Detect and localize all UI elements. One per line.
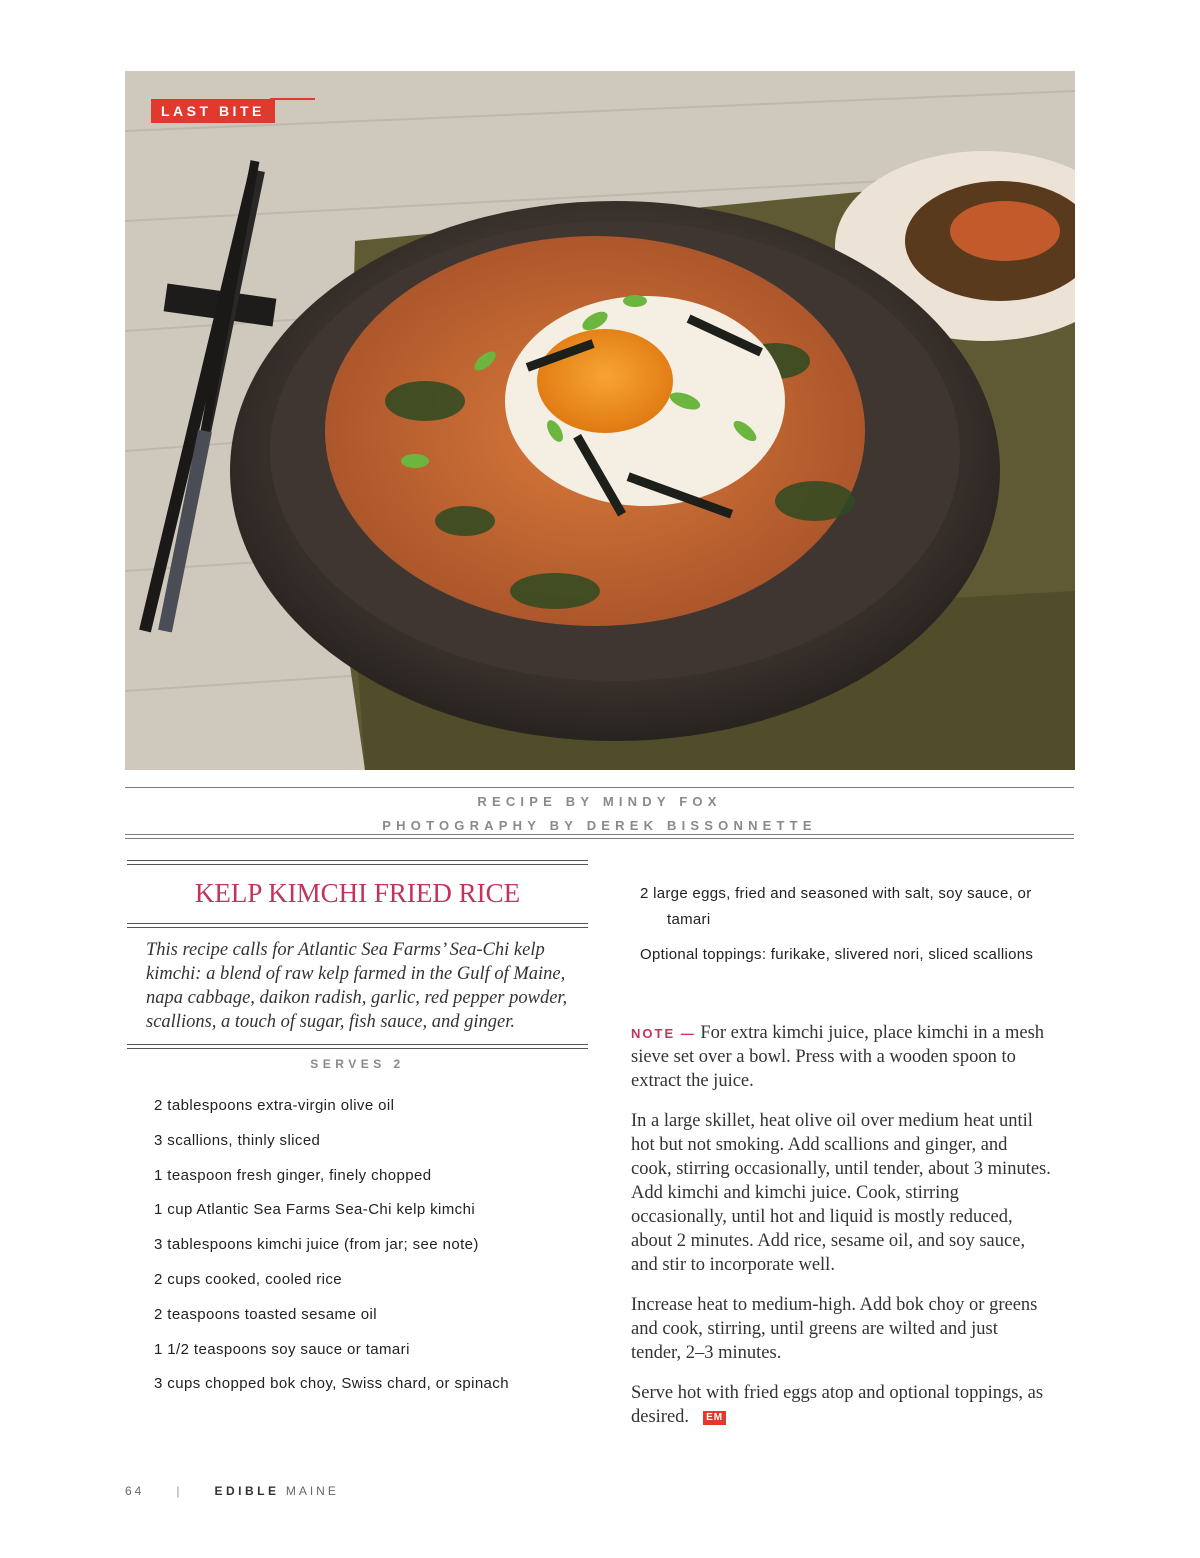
brand-light: MAINE	[285, 1484, 339, 1498]
credit-rule-top	[125, 787, 1074, 788]
ingredient-item: 1 teaspoon fresh ginger, finely chopped	[154, 1166, 432, 1184]
recipe-credit: RECIPE BY MINDY FOX	[477, 794, 722, 809]
title-rule-bottom	[127, 923, 588, 928]
ingredient-item: 3 scallions, thinly sliced	[154, 1131, 321, 1149]
recipe-intro: This recipe calls for Atlantic Sea Farms’ Sea-Chi kelp kimchi: a blend of raw kelp farmed in the Gulf of Maine, napa cabbage, daikon radish, garlic, red pepper powder, scallions, a touch of sugar, fish sauce, and ginger.	[146, 940, 568, 1032]
recipe-photo	[125, 71, 1075, 770]
recipe-title: KELP KIMCHI FRIED RICE	[194, 878, 521, 908]
note-paragraph	[631, 1021, 1051, 1093]
brand-bold: EDIBLE	[214, 1484, 280, 1498]
tag-rule	[270, 98, 315, 100]
ingredient-item: 2 cups cooked, cooled rice	[154, 1270, 343, 1288]
note-label: NOTE —	[631, 1026, 696, 1041]
note-text: For extra kimchi juice, place kimchi in a mesh sieve set over a bowl. Press with a wooden spoon to extract the juice.	[631, 1023, 1045, 1091]
method-step: In a large skillet, heat olive oil over medium heat until hot but not smoking. Add scallions and ginger, and cook, stirring occasionally, until tender, about 3 minutes. Add kimchi and kimchi juice. Cook, stirring occasionally, until hot and liquid is mostly reduced, about 2 minutes. Add rice, sesame oil, and soy sauce, and stir to incorporate well.	[631, 1111, 1051, 1275]
section-tag: LAST BITE	[151, 99, 275, 123]
page-number: 64	[125, 1484, 145, 1498]
ingredient-item: 1 1/2 teaspoons soy sauce or tamari	[154, 1340, 410, 1358]
ingredient-item-toppings: Optional toppings: furikake, slivered nori, sliced scallions	[640, 946, 1034, 963]
ingredient-item: 3 cups chopped bok choy, Swiss chard, or spinach	[154, 1375, 509, 1393]
photo-credit: PHOTOGRAPHY BY DEREK BISSONNETTE	[382, 818, 817, 833]
ingredient-list	[154, 1095, 509, 1408]
title-rule-top	[127, 860, 588, 865]
intro-rule-bottom	[127, 1044, 588, 1049]
ingredient-item: 1 cup Atlantic Sea Farms Sea-Chi kelp kimchi	[154, 1201, 476, 1219]
page-footer	[125, 1484, 339, 1498]
method-step-text: Serve hot with fried eggs atop and optional toppings, as desired.	[631, 1383, 1044, 1427]
credit-rule-bottom	[125, 834, 1074, 839]
method-text	[631, 1021, 1051, 1445]
footer-separator: |	[176, 1484, 183, 1498]
ingredient-item: 3 tablespoons kimchi juice (from jar; see note)	[154, 1236, 479, 1254]
ingredient-item: 2 teaspoons toasted sesame oil	[154, 1305, 377, 1323]
kimchi-fried-rice-illustration	[125, 71, 1075, 770]
serves-label: SERVES 2	[310, 1057, 405, 1071]
method-step-final	[631, 1381, 1051, 1429]
ingredient-item-eggs: 2 large eggs, fried and seasoned with salt, soy sauce, or tamari	[640, 885, 1032, 928]
edible-maine-end-logo: EM	[703, 1411, 726, 1425]
method-step: Increase heat to medium-high. Add bok choy or greens and cook, stirring, until greens are wilted and just tender, 2–3 minutes.	[631, 1295, 1038, 1363]
ingredient-item: 2 tablespoons extra-virgin olive oil	[154, 1097, 395, 1114]
